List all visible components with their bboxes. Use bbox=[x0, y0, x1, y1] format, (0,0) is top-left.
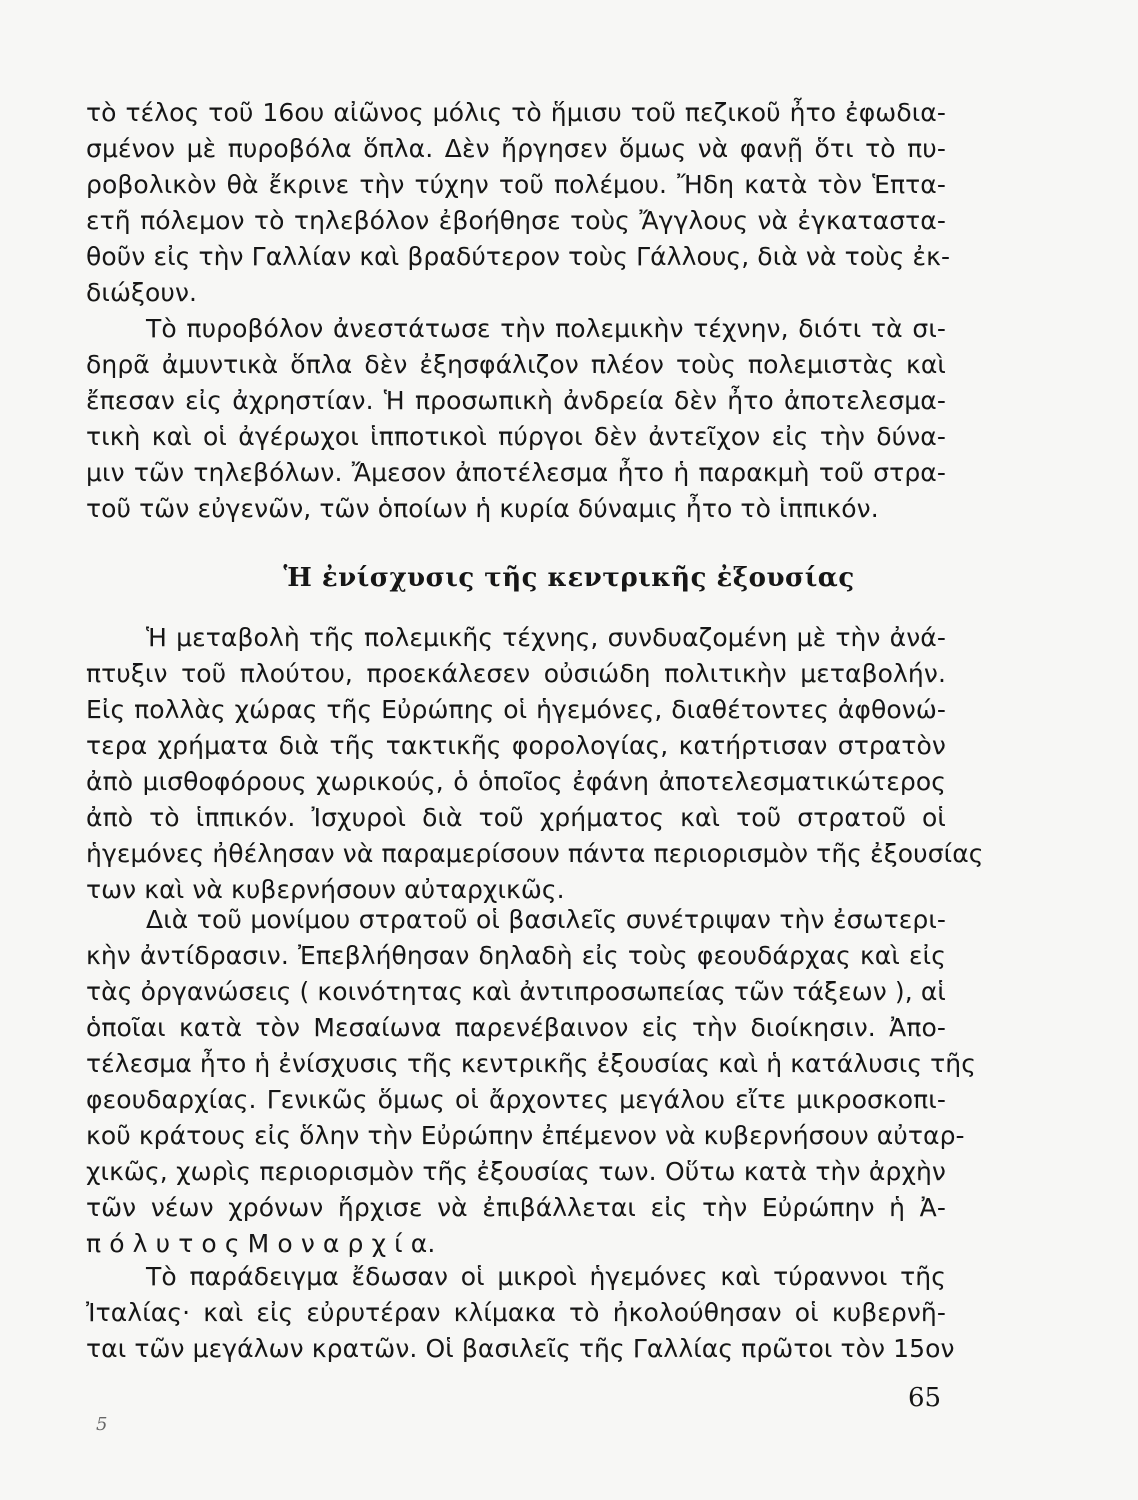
text-line: τερα χρήματα διὰ τῆς τακτικῆς φορολογίας, κατήρτισαν στρατὸν bbox=[86, 731, 946, 760]
text-line: τὰς ὀργανώσεις ( κοινότητας καὶ ἀντιπροσωπείας τῶν τάξεων ), αἱ bbox=[86, 977, 946, 1006]
text-line: θοῦν εἰς τὴν Γαλλίαν καὶ βραδύτερον τοὺς Γάλλους, διὰ νὰ τοὺς ἐκ- bbox=[86, 242, 951, 271]
page-number: 65 bbox=[908, 1383, 942, 1413]
text-line: χικῶς, χωρὶς περιορισμὸν τῆς ἐξουσίας των. Οὕτω κατὰ τὴν ἀρχὴν bbox=[86, 1157, 946, 1186]
text-line: Διὰ τοῦ μονίμου στρατοῦ οἱ βασιλεῖς συνέτριψαν τὴν ἐσωτερι- bbox=[146, 905, 946, 934]
text-line: Τὸ παράδειγμα ἔδωσαν οἱ μικροὶ ἡγεμόνες καὶ τύραννοι τῆς bbox=[146, 1262, 946, 1291]
text-line: πτυξιν τοῦ πλούτου, προεκάλεσεν οὐσιώδη πολιτικὴν μεταβολήν. bbox=[86, 659, 946, 688]
text-line: τὸ τέλος τοῦ 16ου αἰῶνος μόλις τὸ ἥμισυ τοῦ πεζικοῦ ἦτο ἐφωδια- bbox=[86, 98, 946, 127]
text-line: Ἰταλίας· καὶ εἰς εὐρυτέραν κλίμακα τὸ ἠκολούθησαν οἱ κυβερνῆ- bbox=[86, 1298, 946, 1327]
text-line: μιν τῶν τηλεβόλων. Ἄμεσον ἀποτέλεσμα ἦτο ἡ παρακμὴ τοῦ στρα- bbox=[86, 458, 946, 487]
text-line: ἀπὸ μισθοφόρους χωρικούς, ὁ ὁποῖος ἐφάνη ἀποτελεσματικώτερος bbox=[86, 767, 946, 796]
text-line: σμένον μὲ πυροβόλα ὅπλα. Δὲν ἤργησεν ὅμως νὰ φανῇ ὅτι τὸ πυ- bbox=[86, 134, 946, 163]
text-line: κοῦ κράτους εἰς ὅλην τὴν Εὐρώπην ἐπέμενον νὰ κυβερνήσουν αὐταρ- bbox=[86, 1121, 965, 1150]
text-line: ἔπεσαν εἰς ἀχρηστίαν. Ἡ προσωπικὴ ἀνδρεία δὲν ἦτο ἀποτελεσμα- bbox=[86, 386, 946, 415]
text-line: δηρᾶ ἀμυντικὰ ὅπλα δὲν ἐξησφάλιζον πλέον τοὺς πολεμιστὰς καὶ bbox=[86, 350, 946, 379]
text-line: ἀπὸ τὸ ἱππικόν. Ἰσχυροὶ διὰ τοῦ χρήματος καὶ τοῦ στρατοῦ οἱ bbox=[86, 803, 946, 832]
text-line: ετῆ πόλεμον τὸ τηλεβόλον ἐβοήθησε τοὺς Ἄγγλους νὰ ἐγκαταστα- bbox=[86, 206, 946, 235]
text-line: ἡγεμόνες ἠθέλησαν νὰ παραμερίσουν πάντα περιορισμὸν τῆς ἐξουσίας bbox=[86, 839, 984, 868]
margin-mark: 5 bbox=[96, 1414, 108, 1435]
text-line: Εἰς πολλὰς χώρας τῆς Εὐρώπης οἱ ἡγεμόνες, διαθέτοντες ἀφθονώ- bbox=[86, 695, 946, 724]
text-line: των καὶ νὰ κυβερνήσουν αὐταρχικῶς. bbox=[86, 875, 565, 904]
text-line: ροβολικὸν θὰ ἔκρινε τὴν τύχην τοῦ πολέμου. Ἤδη κατὰ τὸν Ἑπτα- bbox=[86, 170, 946, 199]
text-line: τοῦ τῶν εὐγενῶν, τῶν ὁποίων ἡ κυρία δύναμις ἦτο τὸ ἱππικόν. bbox=[86, 494, 879, 523]
text-line: φεουδαρχίας. Γενικῶς ὅμως οἱ ἄρχοντες μεγάλου εἴτε μικροσκοπι- bbox=[86, 1085, 946, 1114]
text-line: τικὴ καὶ οἱ ἀγέρωχοι ἱπποτικοὶ πύργοι δὲν ἀντεῖχον εἰς τὴν δύνα- bbox=[86, 422, 946, 451]
text-line: Τὸ πυροβόλον ἀνεστάτωσε τὴν πολεμικὴν τέχνην, διότι τὰ σι- bbox=[146, 314, 946, 343]
text-line: τέλεσμα ἦτο ἡ ἐνίσχυσις τῆς κεντρικῆς ἐξουσίας καὶ ἡ κατάλυσις τῆς bbox=[86, 1049, 977, 1078]
text-line: Ἡ μεταβολὴ τῆς πολεμικῆς τέχνης, συνδυαζομένη μὲ τὴν ἀνά- bbox=[146, 623, 946, 652]
text-line: κὴν ἀντίδρασιν. Ἐπεβλήθησαν δηλαδὴ εἰς τοὺς φεουδάρχας καὶ εἰς bbox=[86, 941, 946, 970]
text-line: τῶν νέων χρόνων ἤρχισε νὰ ἐπιβάλλεται εἰς τὴν Εὐρώπην ἡ Ἀ- bbox=[86, 1193, 946, 1222]
section-heading: Ἡ ἐνίσχυσις τῆς κεντρικῆς ἐξουσίας bbox=[283, 563, 855, 593]
text-line: π ό λ υ τ ο ς Μ ο ν α ρ χ ί α. bbox=[86, 1229, 436, 1258]
text-line: ται τῶν μεγάλων κρατῶν. Οἱ βασιλεῖς τῆς Γαλλίας πρῶτοι τὸν 15ον bbox=[86, 1334, 955, 1363]
text-line: διώξουν. bbox=[86, 278, 198, 307]
text-line: ὁποῖαι κατὰ τὸν Μεσαίωνα παρενέβαινον εἰς τὴν διοίκησιν. Ἀπο- bbox=[86, 1013, 946, 1042]
